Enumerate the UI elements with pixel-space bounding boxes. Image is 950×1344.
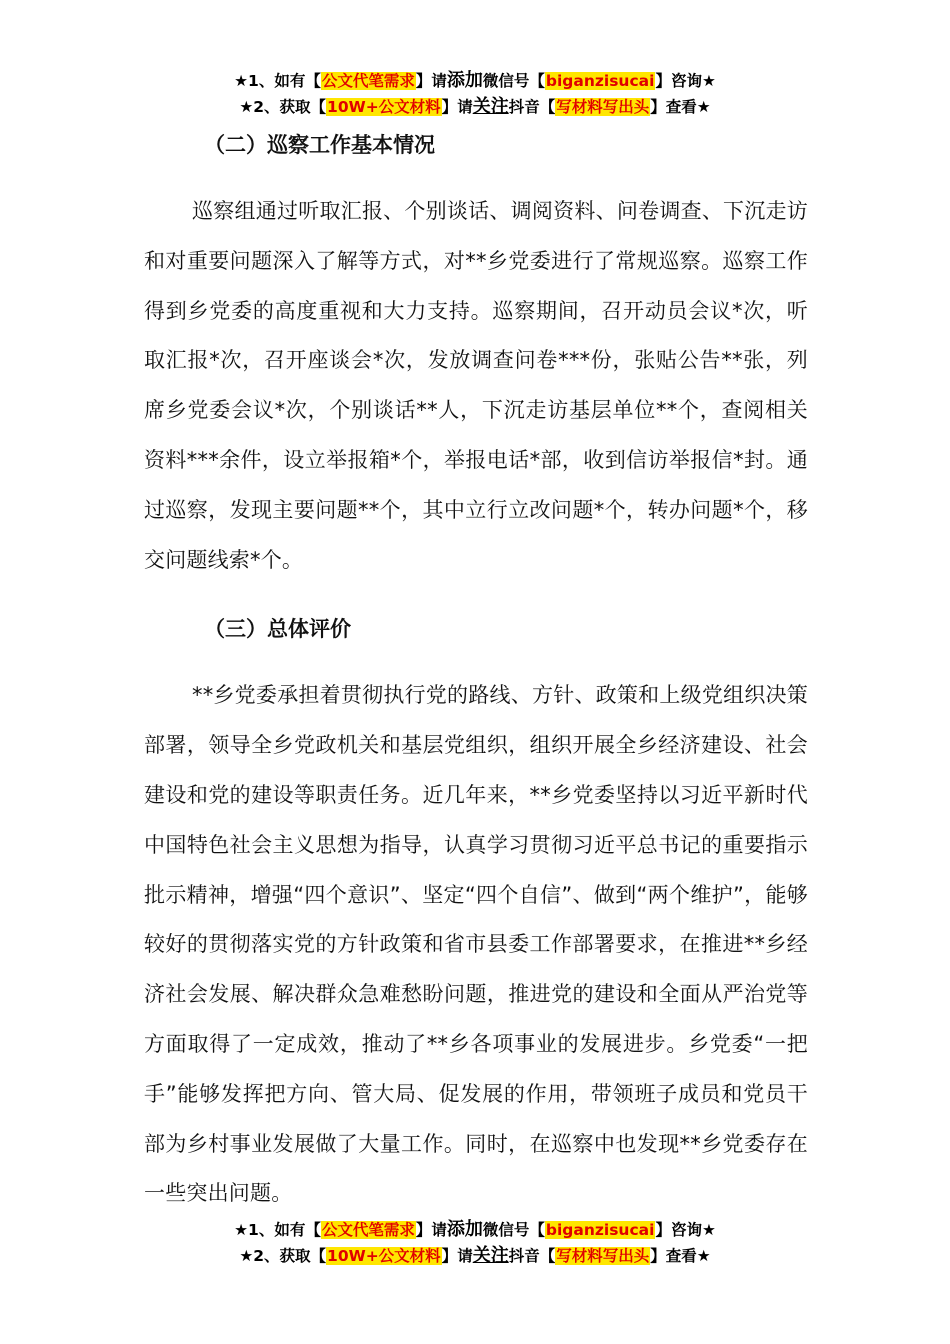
promo-highlight: 公文代笔需求 — [321, 1221, 415, 1239]
document-body — [144, 125, 808, 1219]
promo-banner-top — [0, 68, 950, 120]
wechat-id: biganzisucai — [545, 1221, 655, 1239]
promo-highlight: 10W+公文材料 — [327, 98, 441, 116]
section-paragraph: **乡党委承担着贯彻执行党的路线、方针、政策和上级党组织决策部署，领导全乡党政机关和基层党组织，组织开展全乡经济建设、社会建设和党的建设等职责任务。近几年来，**乡党委坚持以习近平新时代中国特色社会主义思想为指导，认真学习贯彻习近平总书记的重要指示批示精神，增强“四个意识”、坚定“四个自信”、做到“两个维护”，能够较好的贯彻落实党的方针政策和省市县委工作部署要求，在推进**乡经济社会发展、解决群众急难愁盼问题，推进党的建设和全面从严治党等方面取得了一定成效，推动了**乡各项事业的发展进步。乡党委“一把手”能够发挥把方向、管大局、促发展的作用，带领班子成员和党员干部为乡村事业发展做了大量工作。同时，在巡察中也发现**乡党委存在一些突出问题。 — [144, 683, 808, 1206]
wechat-id: biganzisucai — [545, 72, 655, 90]
promo-highlight: 公文代笔需求 — [321, 72, 415, 90]
douyin-account: 写材料写出头 — [556, 98, 650, 116]
promo-line-1: ★1、如有【公文代笔需求】请添加微信号【biganzisucai】咨询★ — [234, 70, 716, 91]
promo-line-1: ★1、如有【公文代笔需求】请添加微信号【biganzisucai】咨询★ — [234, 1219, 716, 1240]
section-paragraph: 巡察组通过听取汇报、个别谈话、调阅资料、问卷调查、下沉走访和对重要问题深入了解等方式，对**乡党委进行了常规巡察。巡察工作得到乡党委的高度重视和大力支持。巡察期间，召开动员会议*次，听取汇报*次，召开座谈会*次，发放调查问卷***份，张贴公告**张，列席乡党委会议*次，个别谈话**人，下沉走访基层单位**个，查阅相关资料***余件，设立举报箱*个，举报电话*部，收到信访举报信*封。通过巡察，发现主要问题**个，其中立行立改问题*个，转办问题*个，移交问题线索*个。 — [144, 199, 808, 572]
douyin-account: 写材料写出头 — [556, 1247, 650, 1265]
promo-banner-bottom — [0, 1217, 950, 1269]
promo-line-2: ★2、获取【10W+公文材料】请关注抖音【写材料写出头】查看★ — [239, 96, 711, 117]
section-heading: （二）巡察工作基本情况 — [204, 133, 435, 157]
promo-line-2: ★2、获取【10W+公文材料】请关注抖音【写材料写出头】查看★ — [239, 1245, 711, 1266]
promo-highlight: 10W+公文材料 — [327, 1247, 441, 1265]
section-heading: （三）总体评价 — [204, 617, 351, 642]
